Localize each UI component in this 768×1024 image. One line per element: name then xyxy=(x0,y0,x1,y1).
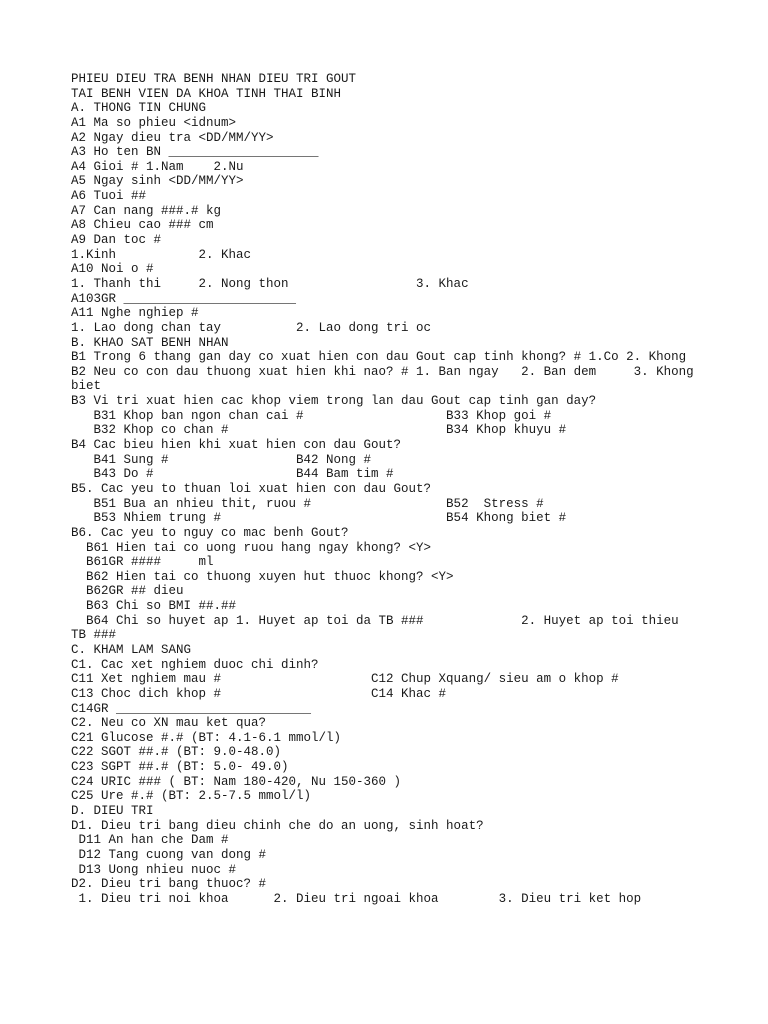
document-line: 1. Lao dong chan tay 2. Lao dong tri oc xyxy=(71,320,432,335)
document-line: 1.Kinh 2. Khac xyxy=(71,247,252,262)
document-line: C22 SGOT ##.# (BT: 9.0-48.0) xyxy=(71,745,282,760)
document-line: D11 An han che Dam # xyxy=(71,833,229,848)
document-line: B43 Do # B44 Bam tim # xyxy=(71,467,394,482)
document-line: D1. Dieu tri bang dieu chinh che do an uong, sinh hoat? xyxy=(71,818,484,833)
document-line: A103GR _______________________ xyxy=(71,291,297,306)
document-line: C23 SGPT ##.# (BT: 5.0- 49.0) xyxy=(71,760,289,775)
document-line: C14GR __________________________ xyxy=(71,701,312,716)
document-line: A6 Tuoi ## xyxy=(71,189,147,204)
document-line: B32 Khop co chan # B34 Khop khuyu # xyxy=(71,423,567,438)
document-line: C. KHAM LAM SANG xyxy=(71,642,192,657)
document-line: A1 Ma so phieu <idnum> xyxy=(71,115,237,130)
document-line: B51 Bua an nhieu thit, ruou # B52 Stress # xyxy=(71,496,544,511)
document-line: D12 Tang cuong van dong # xyxy=(71,847,267,862)
document-line: C11 Xet nghiem mau # C12 Chup Xquang/ sieu am o khop # xyxy=(71,672,619,687)
document-line: B6. Cac yeu to nguy co mac benh Gout? xyxy=(71,525,349,540)
document-line: B3 Vi tri xuat hien cac khop viem trong lan dau Gout cap tinh gan day? xyxy=(71,394,597,409)
document-line: A8 Chieu cao ### cm xyxy=(71,218,214,233)
document-line: PHIEU DIEU TRA BENH NHAN DIEU TRI GOUT xyxy=(71,72,357,86)
document-line: TB ### xyxy=(71,628,117,643)
document-line: A9 Dan toc # xyxy=(71,233,162,248)
document-line: B41 Sung # B42 Nong # xyxy=(71,452,372,467)
document-line: B63 Chi so BMI ##.## xyxy=(71,599,237,614)
document-line: B2 Neu co con dau thuong xuat hien khi nao? # 1. Ban ngay 2. Ban dem 3. Khong xyxy=(71,364,694,379)
document-line: A10 Noi o # xyxy=(71,262,154,277)
document-line: B64 Chi so huyet ap 1. Huyet ap toi da TB ### 2. Huyet ap toi thieu xyxy=(71,613,679,628)
document-line: C13 Choc dich khop # C14 Khac # xyxy=(71,686,447,701)
document-line: B61GR #### ml xyxy=(71,555,214,570)
document-line: A4 Gioi # 1.Nam 2.Nu xyxy=(71,159,244,174)
document-line: B. KHAO SAT BENH NHAN xyxy=(71,335,229,350)
document-line: C2. Neu co XN mau ket qua? xyxy=(71,716,267,731)
document-line: D13 Uong nhieu nuoc # xyxy=(71,862,237,877)
document-line: biet xyxy=(71,379,102,394)
document-line: B1 Trong 6 thang gan day co xuat hien con dau Gout cap tinh khong? # 1.Co 2. Khong xyxy=(71,350,687,365)
document-line: A7 Can nang ###.# kg xyxy=(71,203,222,218)
document-line: B5. Cac yeu to thuan loi xuat hien con dau Gout? xyxy=(71,481,432,496)
document-line: B4 Cac bieu hien khi xuat hien con dau Gout? xyxy=(71,438,402,453)
document-line: 1. Dieu tri noi khoa 2. Dieu tri ngoai khoa 3. Dieu tri ket hop xyxy=(71,891,642,906)
document-line: B31 Khop ban ngon chan cai # B33 Khop goi # xyxy=(71,408,552,423)
document-line: B53 Nhiem trung # B54 Khong biet # xyxy=(71,511,567,526)
document-line: A. THONG TIN CHUNG xyxy=(71,101,207,116)
document-line: A11 Nghe nghiep # xyxy=(71,306,199,321)
document-line: TAI BENH VIEN DA KHOA TINH THAI BINH xyxy=(71,86,342,101)
survey-form-document xyxy=(71,72,731,907)
document-line: C24 URIC ### ( BT: Nam 180-420, Nu 150-360 ) xyxy=(71,774,402,789)
document-line: C1. Cac xet nghiem duoc chi dinh? xyxy=(71,657,319,672)
document-line: B62GR ## dieu xyxy=(71,584,184,599)
document-line: D2. Dieu tri bang thuoc? # xyxy=(71,877,267,892)
document-line: A3 Ho ten BN ____________________ xyxy=(71,145,319,160)
document-line: A2 Ngay dieu tra <DD/MM/YY> xyxy=(71,130,274,145)
document-line: D. DIEU TRI xyxy=(71,804,154,819)
document-line: A5 Ngay sinh <DD/MM/YY> xyxy=(71,174,244,189)
document-line: 1. Thanh thi 2. Nong thon 3. Khac xyxy=(71,276,469,291)
document-line: B61 Hien tai co uong ruou hang ngay khong? <Y> xyxy=(71,540,432,555)
document-line: B62 Hien tai co thuong xuyen hut thuoc khong? <Y> xyxy=(71,569,454,584)
document-line: C25 Ure #.# (BT: 2.5-7.5 mmol/l) xyxy=(71,789,312,804)
document-line: C21 Glucose #.# (BT: 4.1-6.1 mmol/l) xyxy=(71,730,342,745)
